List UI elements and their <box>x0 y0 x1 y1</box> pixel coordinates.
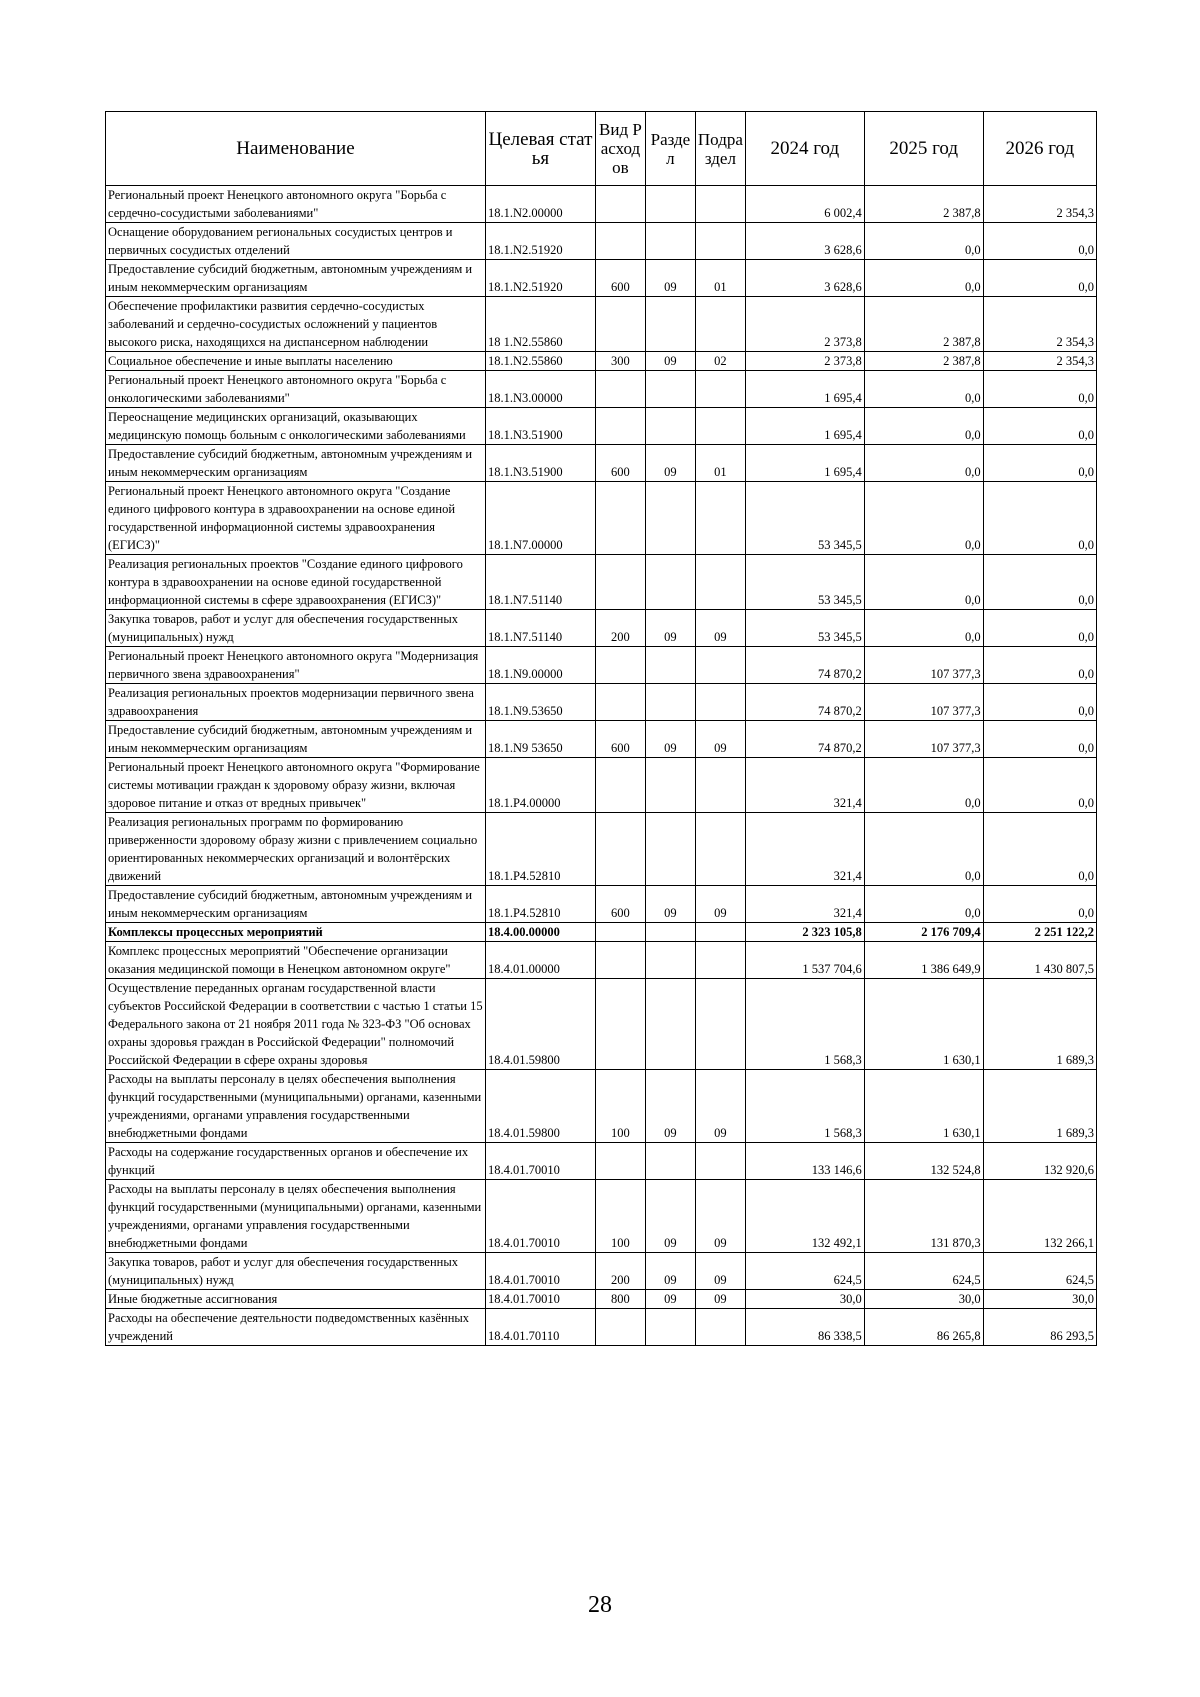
row-amount-2025: 107 377,3 <box>864 684 983 721</box>
row-target-article: 18.1.P4.00000 <box>485 758 595 813</box>
row-amount-2025: 1 630,1 <box>864 979 983 1070</box>
header-2024: 2024 год <box>745 112 864 186</box>
table-row <box>106 1253 1097 1290</box>
row-amount-2024: 3 628,6 <box>745 223 864 260</box>
row-name: Предоставление субсидий бюджетным, автономным учреждениям и иным некоммерческим организациям <box>106 260 486 297</box>
row-amount-2026: 0,0 <box>983 260 1096 297</box>
row-section <box>645 1309 695 1346</box>
row-amount-2025: 0,0 <box>864 371 983 408</box>
row-section <box>645 186 695 223</box>
row-name: Комплексы процессных мероприятий <box>106 923 486 942</box>
row-amount-2024: 132 492,1 <box>745 1180 864 1253</box>
row-section: 09 <box>645 886 695 923</box>
table-row <box>106 445 1097 482</box>
row-amount-2024: 1 568,3 <box>745 979 864 1070</box>
row-amount-2025: 107 377,3 <box>864 721 983 758</box>
table-row <box>106 647 1097 684</box>
row-subsection: 09 <box>695 1290 745 1309</box>
row-subsection: 02 <box>695 352 745 371</box>
row-amount-2024: 1 568,3 <box>745 1070 864 1143</box>
row-section: 09 <box>645 1253 695 1290</box>
row-subsection <box>695 813 745 886</box>
row-amount-2026: 0,0 <box>983 482 1096 555</box>
table-row <box>106 813 1097 886</box>
row-amount-2026: 624,5 <box>983 1253 1096 1290</box>
row-expense-type <box>595 371 645 408</box>
row-name: Реализация региональных программ по формированию приверженности здоровому образу жизни с привлечением социально ориентированных некоммерческих организаций и волонтёрских движений <box>106 813 486 886</box>
row-subsection: 01 <box>695 260 745 297</box>
header-section: Раздел <box>645 112 695 186</box>
table-row <box>106 186 1097 223</box>
row-section <box>645 408 695 445</box>
row-name: Предоставление субсидий бюджетным, автономным учреждениям и иным некоммерческим организациям <box>106 721 486 758</box>
row-name: Расходы на содержание государственных органов и обеспечение их функций <box>106 1143 486 1180</box>
row-amount-2026: 0,0 <box>983 721 1096 758</box>
row-section: 09 <box>645 1180 695 1253</box>
row-expense-type <box>595 684 645 721</box>
row-amount-2026: 0,0 <box>983 408 1096 445</box>
row-amount-2026: 1 689,3 <box>983 979 1096 1070</box>
row-section: 09 <box>645 610 695 647</box>
row-amount-2025: 2 387,8 <box>864 297 983 352</box>
row-amount-2025: 0,0 <box>864 223 983 260</box>
row-target-article: 18.4.01.70010 <box>485 1253 595 1290</box>
row-amount-2024: 74 870,2 <box>745 684 864 721</box>
row-subsection: 09 <box>695 1180 745 1253</box>
row-expense-type <box>595 186 645 223</box>
table-body <box>106 186 1097 1346</box>
row-subsection <box>695 297 745 352</box>
row-subsection <box>695 408 745 445</box>
row-subsection: 09 <box>695 1070 745 1143</box>
row-section: 09 <box>645 721 695 758</box>
row-section: 09 <box>645 1070 695 1143</box>
row-subsection <box>695 482 745 555</box>
row-subsection <box>695 942 745 979</box>
row-amount-2024: 1 695,4 <box>745 371 864 408</box>
row-amount-2024: 74 870,2 <box>745 721 864 758</box>
row-subsection <box>695 758 745 813</box>
row-amount-2024: 1 695,4 <box>745 408 864 445</box>
row-subsection <box>695 923 745 942</box>
table-row <box>106 923 1097 942</box>
row-expense-type <box>595 813 645 886</box>
row-expense-type: 300 <box>595 352 645 371</box>
row-amount-2024: 86 338,5 <box>745 1309 864 1346</box>
row-target-article: 18.1.N9.53650 <box>485 684 595 721</box>
row-amount-2025: 1 386 649,9 <box>864 942 983 979</box>
row-name: Предоставление субсидий бюджетным, автономным учреждениям и иным некоммерческим организациям <box>106 886 486 923</box>
row-name: Социальное обеспечение и иные выплаты населению <box>106 352 486 371</box>
row-expense-type <box>595 758 645 813</box>
row-amount-2026: 0,0 <box>983 684 1096 721</box>
table-row <box>106 297 1097 352</box>
row-section <box>645 979 695 1070</box>
row-amount-2026: 2 354,3 <box>983 186 1096 223</box>
header-2026: 2026 год <box>983 112 1096 186</box>
table-row <box>106 758 1097 813</box>
row-subsection <box>695 684 745 721</box>
row-amount-2026: 0,0 <box>983 647 1096 684</box>
table-row <box>106 610 1097 647</box>
row-target-article: 18.1.N2.00000 <box>485 186 595 223</box>
row-expense-type <box>595 942 645 979</box>
row-name: Региональный проект Ненецкого автономного округа "Формирование системы мотивации граждан к здоровому образу жизни, включая здоровое питание и отказ от вредных привычек" <box>106 758 486 813</box>
row-amount-2026: 0,0 <box>983 223 1096 260</box>
row-amount-2025: 131 870,3 <box>864 1180 983 1253</box>
row-amount-2025: 0,0 <box>864 482 983 555</box>
row-amount-2024: 624,5 <box>745 1253 864 1290</box>
budget-table <box>105 111 1097 1346</box>
row-subsection: 09 <box>695 886 745 923</box>
row-name: Региональный проект Ненецкого автономного округа "Модернизация первичного звена здравоохранения" <box>106 647 486 684</box>
row-amount-2026: 2 251 122,2 <box>983 923 1096 942</box>
row-target-article: 18.4.01.00000 <box>485 942 595 979</box>
row-amount-2024: 74 870,2 <box>745 647 864 684</box>
row-name: Иные бюджетные ассигнования <box>106 1290 486 1309</box>
row-name: Обеспечение профилактики развития сердечно-сосудистых заболеваний и сердечно-сосудистых осложнений у пациентов высокого риска, находящихся на диспансерном наблюдении <box>106 297 486 352</box>
row-amount-2026: 0,0 <box>983 610 1096 647</box>
header-target-article: Целевая статья <box>485 112 595 186</box>
row-name: Региональный проект Ненецкого автономного округа "Борьба с сердечно-сосудистыми заболеваниями" <box>106 186 486 223</box>
row-subsection: 09 <box>695 610 745 647</box>
row-expense-type <box>595 979 645 1070</box>
row-subsection <box>695 186 745 223</box>
row-subsection <box>695 1309 745 1346</box>
row-amount-2026: 132 266,1 <box>983 1180 1096 1253</box>
row-amount-2024: 1 537 704,6 <box>745 942 864 979</box>
row-amount-2026: 0,0 <box>983 371 1096 408</box>
row-name: Расходы на выплаты персоналу в целях обеспечения выполнения функций государственными (муниципальными) органами, казенными учреждениями, органами управления государственными внебюджетными фондами <box>106 1180 486 1253</box>
row-target-article: 18.4.01.70010 <box>485 1143 595 1180</box>
row-target-article: 18.1.P4.52810 <box>485 886 595 923</box>
row-expense-type: 600 <box>595 260 645 297</box>
row-target-article: 18.1.N7.51140 <box>485 610 595 647</box>
row-name: Оснащение оборудованием региональных сосудистых центров и первичных сосудистых отделений <box>106 223 486 260</box>
row-target-article: 18.1.N3.51900 <box>485 445 595 482</box>
row-amount-2026: 0,0 <box>983 758 1096 813</box>
row-amount-2026: 1 689,3 <box>983 1070 1096 1143</box>
row-amount-2024: 6 002,4 <box>745 186 864 223</box>
table-row <box>106 408 1097 445</box>
table-row <box>106 1290 1097 1309</box>
table-row <box>106 260 1097 297</box>
row-section <box>645 223 695 260</box>
row-expense-type <box>595 923 645 942</box>
row-expense-type: 600 <box>595 721 645 758</box>
row-amount-2026: 0,0 <box>983 555 1096 610</box>
row-expense-type <box>595 482 645 555</box>
table-row <box>106 886 1097 923</box>
row-section: 09 <box>645 1290 695 1309</box>
row-expense-type: 600 <box>595 445 645 482</box>
row-name: Осуществление переданных органам государственной власти субъектов Российской Федерации в соответствии с частью 1 статьи 15 Федерального закона от 21 ноября 2011 года № 323-ФЗ "Об основах охраны здоровья граждан в Российской Федерации" полномочий Российской Федерации в сфере охраны здоровья <box>106 979 486 1070</box>
row-expense-type <box>595 1309 645 1346</box>
row-target-article: 18.4.01.70010 <box>485 1290 595 1309</box>
page-number: 28 <box>588 1592 612 1618</box>
row-amount-2024: 3 628,6 <box>745 260 864 297</box>
table-row <box>106 352 1097 371</box>
row-subsection <box>695 979 745 1070</box>
row-name: Переоснащение медицинских организаций, оказывающих медицинскую помощь больным с онкологическими заболеваниями <box>106 408 486 445</box>
row-amount-2025: 0,0 <box>864 610 983 647</box>
row-section <box>645 371 695 408</box>
row-expense-type: 100 <box>595 1070 645 1143</box>
row-amount-2024: 53 345,5 <box>745 482 864 555</box>
row-expense-type <box>595 647 645 684</box>
row-subsection: 09 <box>695 1253 745 1290</box>
row-name: Закупка товаров, работ и услуг для обеспечения государственных (муниципальных) нужд <box>106 1253 486 1290</box>
row-amount-2025: 0,0 <box>864 260 983 297</box>
row-amount-2024: 53 345,5 <box>745 610 864 647</box>
row-amount-2026: 30,0 <box>983 1290 1096 1309</box>
row-target-article: 18.1.N7.51140 <box>485 555 595 610</box>
row-amount-2025: 0,0 <box>864 555 983 610</box>
row-amount-2026: 0,0 <box>983 813 1096 886</box>
row-subsection <box>695 223 745 260</box>
table-row <box>106 979 1097 1070</box>
row-subsection: 01 <box>695 445 745 482</box>
row-section: 09 <box>645 445 695 482</box>
row-expense-type <box>595 223 645 260</box>
row-name: Закупка товаров, работ и услуг для обеспечения государственных (муниципальных) нужд <box>106 610 486 647</box>
row-amount-2026: 132 920,6 <box>983 1143 1096 1180</box>
row-amount-2026: 2 354,3 <box>983 297 1096 352</box>
row-target-article: 18.1.N3.51900 <box>485 408 595 445</box>
row-amount-2024: 1 695,4 <box>745 445 864 482</box>
row-expense-type <box>595 297 645 352</box>
row-expense-type <box>595 1143 645 1180</box>
row-name: Региональный проект Ненецкого автономного округа "Борьба с онкологическими заболеваниями" <box>106 371 486 408</box>
row-target-article: 18.4.00.00000 <box>485 923 595 942</box>
row-amount-2025: 0,0 <box>864 445 983 482</box>
row-amount-2026: 2 354,3 <box>983 352 1096 371</box>
row-expense-type: 100 <box>595 1180 645 1253</box>
row-subsection <box>695 647 745 684</box>
row-section: 09 <box>645 260 695 297</box>
row-amount-2024: 2 373,8 <box>745 352 864 371</box>
row-target-article: 18.1.N2.51920 <box>485 223 595 260</box>
table-row <box>106 555 1097 610</box>
row-section <box>645 758 695 813</box>
row-name: Предоставление субсидий бюджетным, автономным учреждениям и иным некоммерческим организациям <box>106 445 486 482</box>
row-amount-2025: 2 387,8 <box>864 186 983 223</box>
row-name: Реализация региональных проектов "Создание единого цифрового контура в здравоохранении на основе единой государственной информационной системы в сфере здравоохранения (ЕГИСЗ)" <box>106 555 486 610</box>
row-target-article: 18.4.01.59800 <box>485 979 595 1070</box>
row-section: 09 <box>645 352 695 371</box>
table-row <box>106 1143 1097 1180</box>
row-amount-2025: 624,5 <box>864 1253 983 1290</box>
row-amount-2025: 0,0 <box>864 758 983 813</box>
row-amount-2025: 0,0 <box>864 813 983 886</box>
row-section <box>645 942 695 979</box>
row-section <box>645 923 695 942</box>
row-target-article: 18.4.01.70110 <box>485 1309 595 1346</box>
row-section <box>645 647 695 684</box>
row-expense-type <box>595 555 645 610</box>
row-target-article: 18.1.N9.00000 <box>485 647 595 684</box>
table-header-row <box>106 112 1097 186</box>
row-target-article: 18.1.P4.52810 <box>485 813 595 886</box>
table-row <box>106 721 1097 758</box>
row-expense-type: 800 <box>595 1290 645 1309</box>
row-name: Региональный проект Ненецкого автономного округа "Создание единого цифрового контура в здравоохранении на основе единой государственной информационной системы здравоохранения (ЕГИСЗ)" <box>106 482 486 555</box>
row-target-article: 18.4.01.70010 <box>485 1180 595 1253</box>
row-target-article: 18.1.N2.55860 <box>485 352 595 371</box>
header-expense-type: Вид Расходов <box>595 112 645 186</box>
row-target-article: 18.1.N3.00000 <box>485 371 595 408</box>
row-name: Расходы на обеспечение деятельности подведомственных казённых учреждений <box>106 1309 486 1346</box>
row-amount-2024: 53 345,5 <box>745 555 864 610</box>
table-row <box>106 684 1097 721</box>
row-expense-type <box>595 408 645 445</box>
table-row <box>106 1309 1097 1346</box>
header-subsection: Подраздел <box>695 112 745 186</box>
row-subsection <box>695 555 745 610</box>
header-2025: 2025 год <box>864 112 983 186</box>
row-amount-2026: 0,0 <box>983 886 1096 923</box>
row-subsection <box>695 371 745 408</box>
row-subsection <box>695 1143 745 1180</box>
row-amount-2026: 1 430 807,5 <box>983 942 1096 979</box>
row-amount-2026: 86 293,5 <box>983 1309 1096 1346</box>
row-section <box>645 684 695 721</box>
row-target-article: 18.1.N7.00000 <box>485 482 595 555</box>
row-section <box>645 297 695 352</box>
row-amount-2024: 321,4 <box>745 813 864 886</box>
row-amount-2024: 2 373,8 <box>745 297 864 352</box>
row-amount-2025: 30,0 <box>864 1290 983 1309</box>
row-amount-2025: 107 377,3 <box>864 647 983 684</box>
row-section <box>645 482 695 555</box>
row-section <box>645 555 695 610</box>
row-name: Реализация региональных проектов модернизации первичного звена здравоохранения <box>106 684 486 721</box>
row-section <box>645 1143 695 1180</box>
row-amount-2025: 2 176 709,4 <box>864 923 983 942</box>
table-row <box>106 1180 1097 1253</box>
row-target-article: 18.1.N2.51920 <box>485 260 595 297</box>
row-name: Расходы на выплаты персоналу в целях обеспечения выполнения функций государственными (муниципальными) органами, казенными учреждениями, органами управления государственными внебюджетными фондами <box>106 1070 486 1143</box>
table-row <box>106 223 1097 260</box>
row-amount-2026: 0,0 <box>983 445 1096 482</box>
table-row <box>106 371 1097 408</box>
row-target-article: 18.4.01.59800 <box>485 1070 595 1143</box>
row-section <box>645 813 695 886</box>
table-row <box>106 482 1097 555</box>
row-amount-2025: 1 630,1 <box>864 1070 983 1143</box>
row-expense-type: 200 <box>595 610 645 647</box>
row-amount-2025: 132 524,8 <box>864 1143 983 1180</box>
header-name: Наименование <box>106 112 486 186</box>
row-amount-2024: 321,4 <box>745 886 864 923</box>
row-amount-2024: 2 323 105,8 <box>745 923 864 942</box>
table-row <box>106 1070 1097 1143</box>
row-amount-2025: 86 265,8 <box>864 1309 983 1346</box>
row-expense-type: 200 <box>595 1253 645 1290</box>
row-subsection: 09 <box>695 721 745 758</box>
row-amount-2024: 30,0 <box>745 1290 864 1309</box>
row-amount-2024: 133 146,6 <box>745 1143 864 1180</box>
row-name: Комплекс процессных мероприятий "Обеспечение организации оказания медицинской помощи в Ненецком автономном округе" <box>106 942 486 979</box>
row-amount-2025: 2 387,8 <box>864 352 983 371</box>
table-row <box>106 942 1097 979</box>
row-expense-type: 600 <box>595 886 645 923</box>
row-amount-2025: 0,0 <box>864 408 983 445</box>
row-amount-2025: 0,0 <box>864 886 983 923</box>
row-target-article: 18.1.N9 53650 <box>485 721 595 758</box>
row-target-article: 18 1.N2.55860 <box>485 297 595 352</box>
row-amount-2024: 321,4 <box>745 758 864 813</box>
